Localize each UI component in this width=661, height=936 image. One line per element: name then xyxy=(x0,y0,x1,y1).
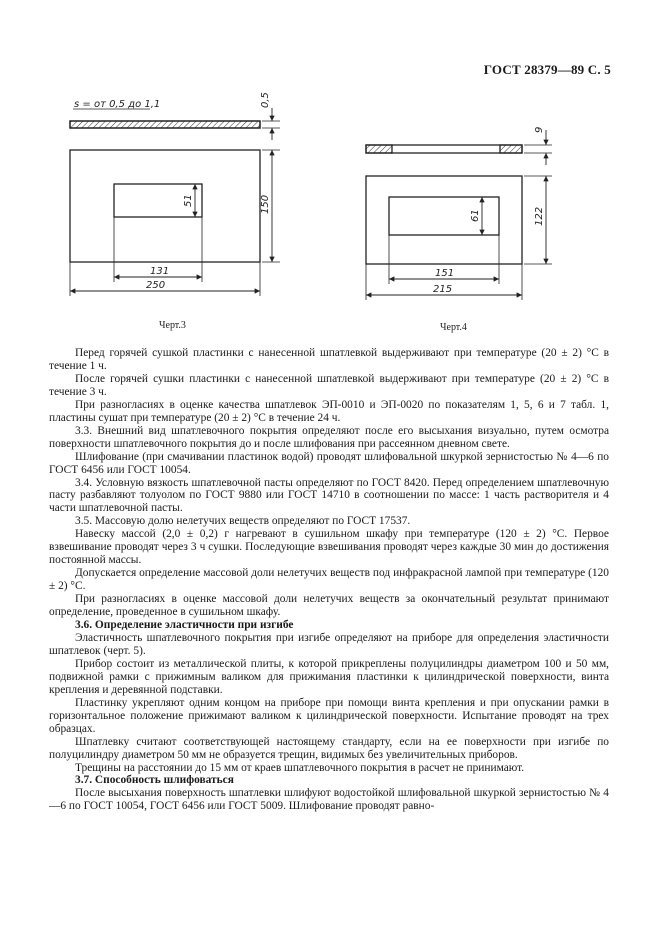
page-header: ГОСТ 28379—89 С. 5 xyxy=(483,62,611,77)
figure-4 xyxy=(366,130,552,300)
paragraph: После высыхания поверхность шпатлевки шлифуют водостойкой шлифовальной шкуркой зернистостью № 4—6 по ГОСТ 10054, ГОСТ 6456 или ГОСТ 5009. Шлифование проводят равно- xyxy=(49,787,609,813)
paragraph: Шпатлевку считают соответствующей настоящему стандарту, если на ее поверхности при изгибе по полуцилиндру диаметром 50 мм не образуется трещин, видимых без увеличительных приборов. xyxy=(49,735,609,761)
figures xyxy=(0,0,661,345)
paragraph: Шлифование (при смачивании пластинок водой) проводят шлифовальной шкуркой зернистостью № 4—6 по ГОСТ 6456 или ГОСТ 10054. xyxy=(49,450,609,476)
fig3-thickness-note: s = от 0,5 до 1,1 xyxy=(74,99,161,110)
paragraph: Прибор состоит из металлической плиты, к которой прикреплены полуцилиндры диаметром 100 и 50 мм, подвижной рамки с прижимным валиком для прижимания пластинки к цилиндрической поверхности, винта крепления и деревянной подставки. xyxy=(49,657,609,696)
paragraph-3-5: 3.5. Массовую долю нелетучих веществ определяют по ГОСТ 17537. xyxy=(75,515,411,528)
fig4-dim-thickness: 9 xyxy=(534,126,545,133)
section-heading-3-7: 3.7. Способность шлифоваться xyxy=(75,774,234,787)
fig3-dim-outer-width: 250 xyxy=(146,280,166,291)
paragraph: Эластичность шпатлевочного покрытия при изгибе определяют на приборе для определения эластичности шпатлевок (черт. 5). xyxy=(49,631,609,657)
fig4-profile-hatch-right xyxy=(500,145,522,153)
section-heading-3-6: 3.6. Определение эластичности при изгибе xyxy=(75,619,294,632)
paragraph: При разногласиях в оценке массовой доли нелетучих веществ за окончательный результат принимают определение, проведенное в сушильном шкафу. xyxy=(49,593,609,619)
fig4-dim-inner-height: 61 xyxy=(470,209,481,222)
fig4-dim-inner-width: 151 xyxy=(435,268,455,279)
paragraph: Пластинку укрепляют одним концом на приборе при помощи винта крепления и при опускании рамки в горизонтальное положение прижимают валиком к цилиндрической поверхности. Испытание проводят на трех образцах. xyxy=(49,696,609,735)
paragraph-3-4: 3.4. Условную вязкость шпатлевочной пасты определяют по ГОСТ 8420. Перед определением шпатлевочную пасту разбавляют толуолом по ГОСТ 9880 или ГОСТ 14710 в соотношении по массе: 1 часть растворителя и 4 части шпатлевочной пасты. xyxy=(49,476,609,515)
fig4-caption: Черт.4 xyxy=(440,322,467,333)
fig3-dim-inner-width: 131 xyxy=(150,266,170,277)
fig3-profile-hatch xyxy=(70,121,260,128)
paragraph: Трещины на расстоянии до 15 мм от краев шпатлевочного покрытия в расчет не принимают. xyxy=(75,761,525,774)
fig4-dim-outer-width: 215 xyxy=(433,284,453,295)
figure-3 xyxy=(70,108,280,296)
paragraph: Навеску массой (2,0 ± 0,2) г нагревают в сушильном шкафу при температуре (120 ± 2) °С. Первое взвешивание проводят через 3 ч сушки. Последующие взвешивания проводят через каждые 30 мин до достижения постоянной массы. xyxy=(49,528,609,567)
body-text xyxy=(49,347,609,813)
paragraph: Перед горячей сушкой пластинки с нанесенной шпатлевкой выдерживают при температуре (20 ± 2) °С в течение 1 ч. xyxy=(49,347,609,372)
paragraph: После горячей сушки пластинки с нанесенной шпатлевкой выдерживают при температуре (20 ± 2) °С в течение 3 ч. xyxy=(49,372,609,398)
fig3-caption: Черт.3 xyxy=(159,320,186,331)
fig3-dim-thickness: 0,5 xyxy=(260,92,271,108)
fig3-dim-inner-height: 51 xyxy=(183,194,194,207)
paragraph: При разногласиях в оценке качества шпатлевок ЭП-0010 и ЭП-0020 по показателям 1, 5, 6 и 7 табл. 1, пластины сушат при температуре (20 ± 2) °С в течение 24 ч. xyxy=(49,398,609,424)
fig4-profile-hatch-left xyxy=(366,145,392,153)
paragraph-3-3: 3.3. Внешний вид шпатлевочного покрытия определяют после его высыхания визуально, путем осмотра поверхности шпатлевочного покрытия до и после шлифования при рассеянном дневном свете. xyxy=(49,424,609,450)
fig3-dim-outer-height: 150 xyxy=(260,194,271,214)
fig4-dim-outer-height: 122 xyxy=(534,206,545,226)
fig3-outer-plate xyxy=(70,150,260,262)
fig4-inner-area xyxy=(389,197,499,235)
paragraph: Допускается определение массовой доли нелетучих веществ под инфракрасной лампой при температуре (120 ± 2) °С. xyxy=(49,567,609,593)
